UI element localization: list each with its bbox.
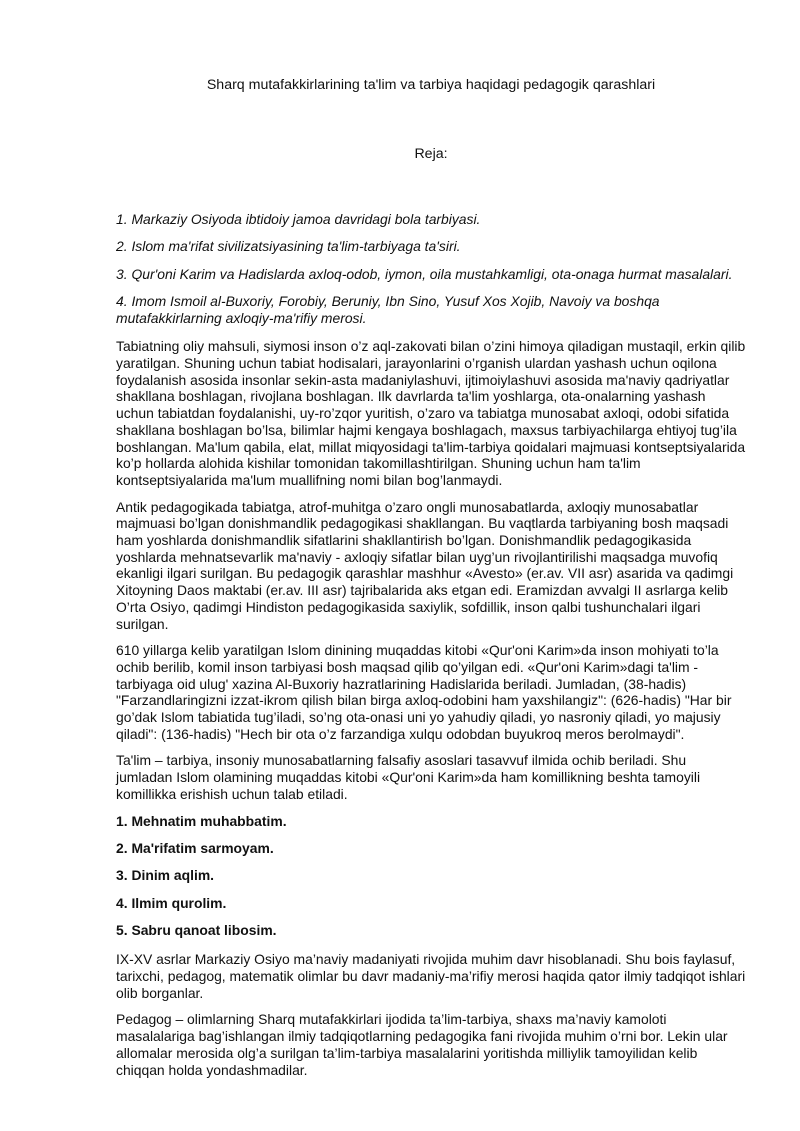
- closing-paragraph: IX-XV asrlar Markaziy Osiyo ma’naviy madaniyati rivojida muhim davr hisoblanadi. Shu bois faylasuf, tarixchi, pedagog, matematik olimlar bu davr madaniy-ma’rifiy merosi haqida qator ilmiy tadqiqot ishlari olib borganlar.: [116, 951, 746, 1001]
- principle-item: 5. Sabru qanoat libosim.: [116, 922, 277, 939]
- principle-item: 2. Ma'rifatim sarmoyam.: [116, 839, 274, 856]
- body-paragraph: Ta'lim – tarbiya, insoniy munosabatlarning falsafiy asoslari tasavvuf ilmida ochib beriladi. Shu jumladan Islom olamining muqaddas kitobi «Qur'oni Karim»da ham komillikning beshta tamoyili komillikka erishish uchun talab etiladi.: [116, 752, 701, 802]
- plan-heading: Reja:: [414, 146, 448, 162]
- closing-paragraph: Pedagog – olimlarning Sharq mutafakkirlari ijodida ta’lim-tarbiya, shaxs ma’naviy kamoloti masalalariga bag’ishlangan ilmiy tadqiqotlarning pedagogika fani rivojida muhim o’rni bor. Lekin ular allomalar merosida olg’a surilgan ta’lim-tarbiya masalalarini yoritishda milliylik tamoyilidan kelib chiqqan holda yondashmadilar.: [116, 1011, 728, 1078]
- plan-item: 3. Qur'oni Karim va Hadislarda axloq-odob, iymon, oila mustahkamligi, ota-onaga hurmat masalalari.: [116, 265, 733, 282]
- plan-item: 1. Markaziy Osiyoda ibtidoiy jamoa davridagi bola tarbiyasi.: [116, 211, 481, 227]
- body-paragraph: Tabiatning oliy mahsuli, siymosi inson o’z aql-zakovati bilan o’zini himoya qiladigan mustaqil, erkin qilib yaratilgan. Shuning uchun tabiat hodisalari, jarayonlarini o’rganish ulardan yashash uchun oqilona foydalanish asosida insonlar sekin-asta madaniylashuvi, ijtimoiylashuvi asosida ma'naviy qadriyatlar shakllana boshlagan, rivojlana boshlagan. Ilk davrlarda ta'lim yoshlarga, ota-onalarning yashash uchun tabiatdan foydalanishi, uy-ro’zqor yuritish, o’zaro va tabiatga munosabat axloqi, odobi sifatida shakllana boshlagan bo’lsa, bilimlar hajmi kengaya boshlagach, maxsus tarbiyachilarga ehtiyoj tug’ila boshlangan. Ma'lum qabila, elat, millat miqyosidagi ta'lim-tarbiya qoidalari majmuasi kontseptsiyalarida ko’p hollarda alohida kishilar tomonidan takomillashtirilgan. Shuning uchun ham ta'lim kontseptsiyalarida ma'lum muallifning nomi bilan bog’lanmaydi.: [116, 338, 746, 488]
- principle-item: 1. Mehnatim muhabbatim.: [116, 812, 287, 829]
- body-paragraph: 610 yillarga kelib yaratilgan Islom dinining muqaddas kitobi «Qur'oni Karim»da inson mohiyati to’la ochib berilib, komil inson tarbiyasi bosh maqsad qilib qo’yilgan edi. «Qur'oni Karim»dagi ta'lim - tarbiyaga oid ulug' xazina Al-Buxoriy hazratlarining Hadislarida beriladi. Jumladan, (38-hadis) "Farzandlaringizni izzat-ikrom qilish bilan birga axloq-odobini ham yaxshilangiz": (626-hadis) "Har bir go’dak Islom tabiatida tug’iladi, so’ng ota-onasi uni yo yahudiy qiladi, yo nasroniy qiladi, yo majusiy qiladi": (136-hadis) "Hech bir ota o’z farzandiga xulqu odobdan buyukroq meros berolmaydi".: [116, 642, 732, 742]
- plan-item: 2. Islom ma'rifat sivilizatsiyasining ta'lim-tarbiyaga ta'siri.: [116, 238, 461, 255]
- plan-item: 4. Imom Ismoil al-Buxoriy, Forobiy, Beruniy, Ibn Sino, Yusuf Xos Xojib, Navoiy va boshqa mutafakkirlarning axloqiy-ma'rifiy merosi.: [116, 292, 660, 326]
- document-body: [116, 211, 746, 1088]
- body-paragraph: Antik pedagogikada tabiatga, atrof-muhitga o’zaro ongli munosabatlarda, axloqiy munosabatlar majmuasi bo’lgan donishmandlik pedagogikasi shakllangan. Bu vaqtlarda tarbiyaning bosh maqsadi ham yoshlarda donishmandlik sifatlarini shakllantirish bo’lgan. Donishmandlik pedagogikasida yoshlarda mehnatsevarlik ma'naviy - axloqiy sifatlar bilan uyg’un rivojlantirilishi maqsadga muvofiq ekanligi ilgari surilgan. Bu pedagogik qarashlar mashhur «Avesto» (er.av. VII asr) asarida va qadimgi Xitoyning Daos maktabi (er.av. III asr) tajribalarida aks etgan edi. Eramizdan avvalgi II asrlarga kelib O’rta Osiyo, qadimgi Hindiston pedagogikasida saxiylik, sofdillik, inson qalbi tushunchalari ilgari surilgan.: [116, 498, 734, 632]
- plan-list: [116, 211, 746, 326]
- principle-item: 4. Ilmim qurolim.: [116, 894, 227, 911]
- principle-item: 3. Dinim aqlim.: [116, 867, 215, 884]
- document-title: Sharq mutafakkirlarining ta'lim va tarbiya haqidagi pedagogik qarashlari: [206, 77, 656, 93]
